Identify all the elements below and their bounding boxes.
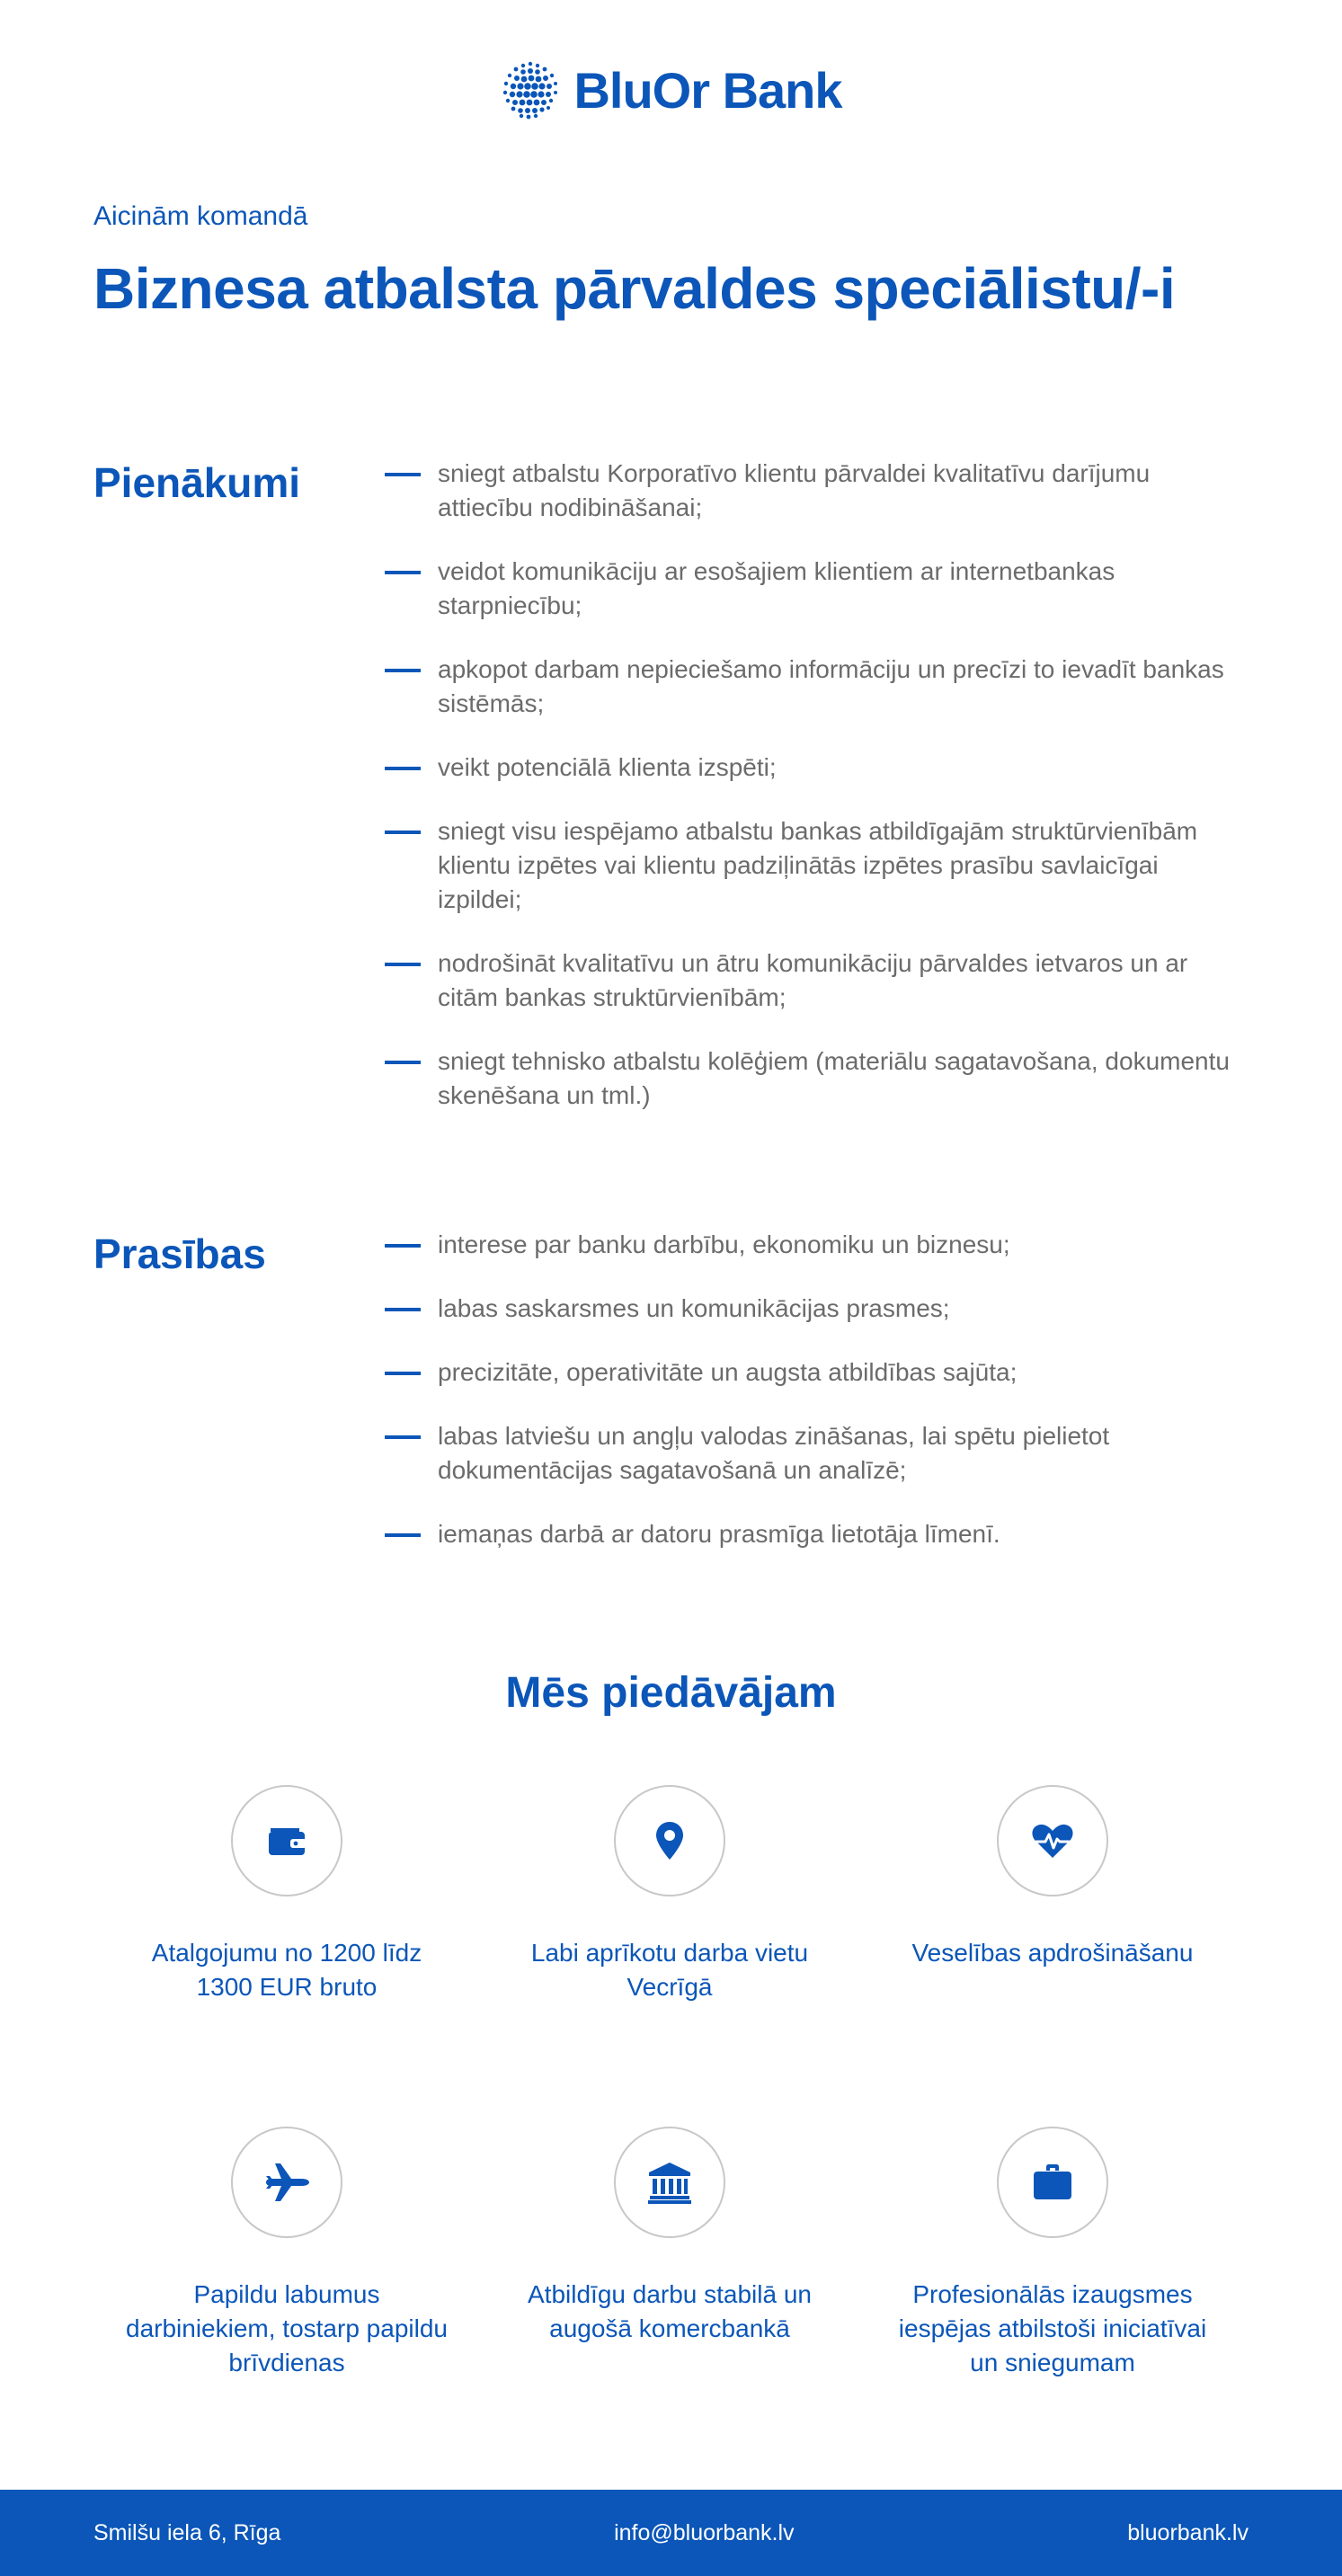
benefit-label: Papildu labumus darbiniekiem, tostarp papildu brīvdienas bbox=[126, 2280, 448, 2376]
eyebrow-text: Aicinām komandā bbox=[93, 201, 308, 231]
dash-bullet-icon bbox=[385, 1372, 421, 1375]
list-item-text: labas saskarsmes un komunikācijas prasmes; bbox=[438, 1294, 950, 1322]
benefit-label: Labi aprīkotu darba vietu Vecrīgā bbox=[530, 1939, 809, 2001]
dash-bullet-icon bbox=[385, 1435, 421, 1439]
benefit-label: Atbildīgu darbu stabilā un augošā komercbankā bbox=[528, 2280, 812, 2342]
footer-email-link[interactable]: info@bluorbank.lv bbox=[614, 2519, 795, 2545]
briefcase-icon bbox=[1026, 2156, 1079, 2208]
list-item bbox=[385, 1044, 1248, 1113]
dash-bullet-icon bbox=[385, 1533, 421, 1537]
list-item-text: sniegt visu iespējamo atbalstu bankas atbildīgajām struktūrvienībām klientu izpētes vai klientu padziļinātās izpētes prasību savlaicīgai izpildei; bbox=[438, 817, 1198, 913]
brand-name: BluOr Bank bbox=[573, 61, 842, 119]
bank-building-icon bbox=[644, 2156, 696, 2208]
list-item bbox=[385, 946, 1248, 1015]
list-item bbox=[385, 814, 1248, 917]
list-item bbox=[385, 1517, 1248, 1551]
dash-bullet-icon bbox=[385, 473, 421, 476]
list-item-text: labas latviešu un angļu valodas zināšanas, lai spētu pielietot dokumentācijas sagatavošanā un analīzē; bbox=[438, 1422, 1110, 1484]
list-item-text: veikt potenciālā klienta izspēti; bbox=[438, 753, 777, 781]
heart-pulse-icon bbox=[1026, 1815, 1079, 1867]
list-item bbox=[385, 1419, 1248, 1488]
dash-bullet-icon bbox=[385, 1244, 421, 1248]
dash-bullet-icon bbox=[385, 669, 421, 672]
brand-logo[interactable] bbox=[0, 56, 1342, 124]
airplane-icon bbox=[261, 2156, 313, 2208]
footer bbox=[0, 2490, 1342, 2576]
benefit-perks bbox=[125, 2127, 449, 2380]
dash-bullet-icon bbox=[385, 1061, 421, 1064]
location-pin-icon bbox=[644, 1815, 696, 1867]
benefit-icon-circle bbox=[614, 1785, 725, 1896]
list-item-text: sniegt tehnisko atbalstu kolēģiem (materiālu sagatavošana, dokumentu skenēšana un tml.) bbox=[438, 1047, 1230, 1109]
list-item bbox=[385, 457, 1248, 525]
benefit-icon-circle bbox=[997, 2127, 1108, 2238]
list-item bbox=[385, 1355, 1248, 1390]
benefit-salary bbox=[125, 1785, 449, 2004]
list-item-text: nodrošināt kvalitatīvu un ātru komunikāciju pārvaldes ietvaros un ar citām bankas struktūrvienībām; bbox=[438, 949, 1188, 1011]
dash-bullet-icon bbox=[385, 1308, 421, 1311]
list-item-text: iemaņas darbā ar datoru prasmīga lietotāja līmenī. bbox=[438, 1520, 1000, 1548]
requirements-title: Prasības bbox=[93, 1230, 266, 1277]
list-item-text: veidot komunikāciju ar esošajiem klientiem ar internetbankas starpniecību; bbox=[438, 557, 1115, 619]
requirements-list bbox=[385, 1228, 1248, 1551]
list-item-text: interese par banku darbību, ekonomiku un biznesu; bbox=[438, 1230, 1010, 1258]
list-item bbox=[385, 751, 1248, 785]
benefit-icon-circle bbox=[231, 1785, 342, 1896]
offer-title: Mēs piedāvājam bbox=[505, 1669, 837, 1717]
footer-website-link[interactable]: bluorbank.lv bbox=[1127, 2519, 1249, 2545]
logo-dots-icon bbox=[500, 59, 561, 120]
dash-bullet-icon bbox=[385, 831, 421, 834]
list-item-text: apkopot darbam nepieciešamo informāciju un precīzi to ievadīt bankas sistēmās; bbox=[438, 655, 1224, 717]
duties-title: Pienākumi bbox=[93, 459, 301, 506]
list-item bbox=[385, 653, 1248, 721]
benefit-bank bbox=[508, 2127, 831, 2346]
page-title: Biznesa atbalsta pārvaldes speciālistu/-i bbox=[93, 256, 1176, 321]
benefit-insurance bbox=[891, 1785, 1214, 1970]
list-item bbox=[385, 1228, 1248, 1262]
benefit-icon-circle bbox=[231, 2127, 342, 2238]
list-item bbox=[385, 1292, 1248, 1326]
benefit-label: Profesionālās izaugsmes iespējas atbilstoši iniciatīvai un sniegumam bbox=[898, 2280, 1207, 2376]
dash-bullet-icon bbox=[385, 963, 421, 966]
list-item bbox=[385, 555, 1248, 623]
list-item-text: precizitāte, operativitāte un augsta atbildības sajūta; bbox=[438, 1358, 1018, 1386]
benefit-icon-circle bbox=[614, 2127, 725, 2238]
duties-list bbox=[385, 457, 1248, 1113]
benefit-workplace bbox=[508, 1785, 831, 2004]
benefit-growth bbox=[891, 2127, 1214, 2380]
dash-bullet-icon bbox=[385, 767, 421, 770]
footer-address: Smilšu iela 6, Rīga bbox=[93, 2519, 281, 2545]
list-item-text: sniegt atbalstu Korporatīvo klientu pārvaldei kvalitatīvu darījumu attiecību nodibināšanai; bbox=[438, 459, 1151, 521]
benefit-label: Veselības apdrošināšanu bbox=[911, 1939, 1194, 1967]
benefit-label: Atalgojumu no 1200 līdz 1300 EUR bruto bbox=[151, 1939, 422, 2001]
wallet-icon bbox=[261, 1815, 313, 1867]
benefit-icon-circle bbox=[997, 1785, 1108, 1896]
dash-bullet-icon bbox=[385, 571, 421, 574]
